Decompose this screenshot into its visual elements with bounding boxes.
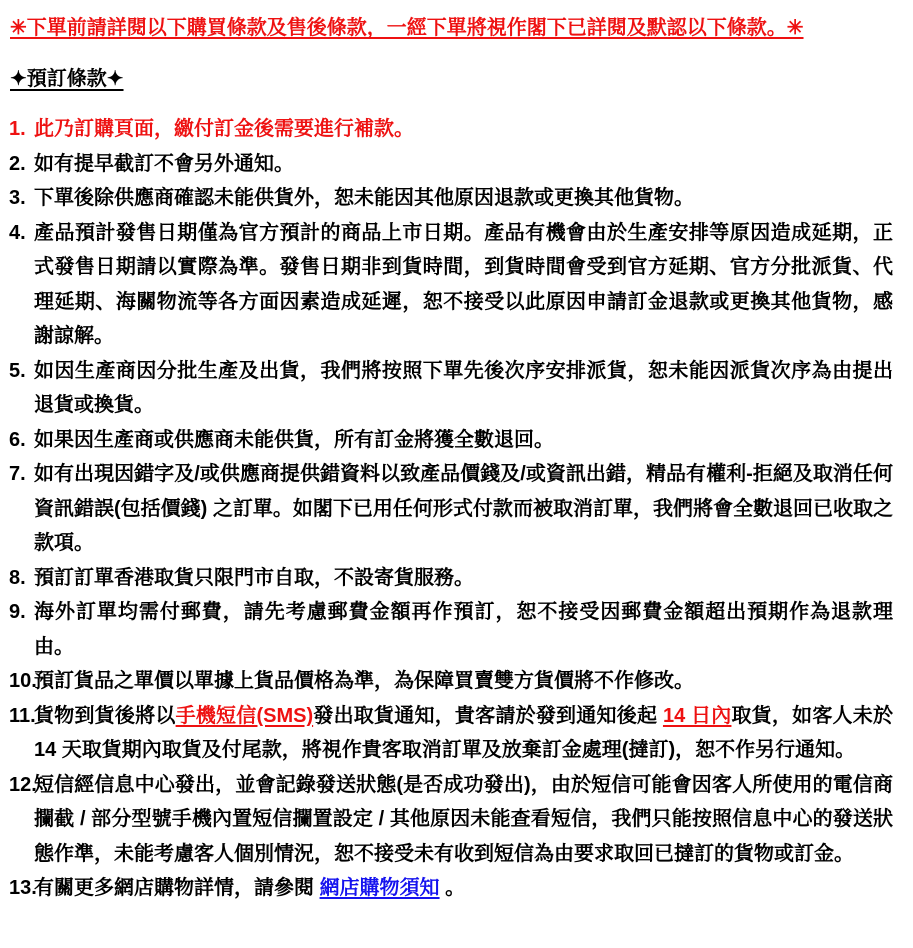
term-number: 4. [9, 221, 26, 244]
term-number: 1. [9, 118, 26, 140]
term-text: 海外訂單均需付郵費，請先考慮郵費金額再作預訂，恕不接受因郵費金額超出預期作為退款理由。 [34, 601, 893, 658]
term-item-7 [6, 457, 893, 561]
term-item-8 [6, 561, 893, 596]
term-number: 9. [9, 601, 26, 623]
term-text: 短信經信息中心發出，並會記錄發送狀態(是否成功發出)，由於短信可能會因客人所使用的電信商攔截 / 部分型號手機內置短信攔置設定 / 其他原因未能查看短信，我們只能按照信息中心的發送狀態作準，未能考慮客人個別情況，恕不接受未有收到短信為由要求取回已撻訂的貨物或訂金。 [34, 773, 893, 865]
shop-guide-link[interactable]: 網店購物須知 [319, 877, 440, 899]
term-number: 10. [9, 670, 37, 692]
term-number: 8. [9, 566, 26, 589]
term-item-4 [6, 216, 893, 354]
term-number: 11. [9, 704, 36, 727]
term-item-11 [6, 699, 893, 768]
term-text: 有關更多網店購物詳情，請參閱 [34, 877, 320, 899]
pickup-deadline-highlight: 14 日內 [662, 704, 732, 727]
term-number: 5. [9, 359, 26, 382]
term-item-2 [6, 147, 893, 182]
term-item-9 [6, 595, 893, 664]
terms-list [6, 112, 893, 906]
term-text: 預訂訂單香港取貨只限門市自取，不設寄貨服務。 [34, 566, 474, 589]
term-text: 取貨，如客人未於 14 天取貨期內取貨及付尾款，將視作貴客取消訂單及放棄訂金處理(撻訂)，恕不作另行通知。 [34, 704, 894, 761]
term-item-5 [6, 354, 893, 423]
term-text: 此乃訂購頁面，繳付訂金後需要進行補款。 [34, 118, 414, 140]
term-item-13 [6, 871, 893, 906]
term-number: 12. [9, 773, 37, 796]
term-item-1 [6, 112, 893, 147]
term-text: 如因生產商因分批生產及出貨，我們將按照下單先後次序安排派貨，恕未能因派貨次序為由提出退貨或換貨。 [34, 359, 893, 416]
term-number: 6. [9, 428, 26, 451]
term-number: 2. [9, 152, 26, 175]
term-text: 如有出現因錯字及/或供應商提供錯資料以致產品價錢及/或資訊出錯，精品有權利-拒絕及取消任何資訊錯誤(包括價錢) 之訂單。如閣下已用任何形式付款而被取消訂單，我們將會全數退回已收取之款項。 [34, 463, 893, 554]
term-text: 發出取貨通知，貴客請於發到通知後起 [313, 704, 663, 727]
term-text: 下單後除供應商確認未能供貨外，恕未能因其他原因退款或更換其他貨物。 [34, 187, 694, 209]
term-number: 7. [9, 463, 26, 485]
preorder-terms-document [6, 14, 893, 906]
term-text: 如有提早截訂不會另外通知。 [34, 152, 294, 175]
term-item-12 [6, 768, 893, 872]
term-item-3 [6, 181, 893, 216]
term-text: 。 [439, 877, 466, 899]
term-number: 3. [9, 187, 26, 209]
purchase-notice-title: ✳下單前請詳閱以下購買條款及售後條款，一經下單將視作閣下已詳閱及默認以下條款。✳ [10, 17, 804, 39]
term-text: 貨物到貨後將以 [34, 704, 176, 727]
sms-notice-highlight: 手機短信(SMS) [175, 704, 314, 727]
term-number: 13. [9, 877, 37, 899]
term-text: 預訂貨品之單價以單據上貨品價格為準，為保障買賣雙方貨價將不作修改。 [34, 670, 694, 692]
preorder-terms-heading: ✦預訂條款✦ [10, 68, 124, 90]
term-item-10 [6, 664, 893, 699]
term-text: 如果因生產商或供應商未能供貨，所有訂金將獲全數退回。 [34, 428, 554, 451]
term-text: 產品預計發售日期僅為官方預計的商品上市日期。產品有機會由於生產安排等原因造成延期，正式發售日期請以實際為準。發售日期非到貨時間，到貨時間會受到官方延期、官方分批派貨、代理延期、海關物流等各方面因素造成延遲，恕不接受以此原因申請訂金退款或更換其他貨物，感謝諒解。 [34, 221, 893, 347]
term-item-6 [6, 423, 893, 458]
